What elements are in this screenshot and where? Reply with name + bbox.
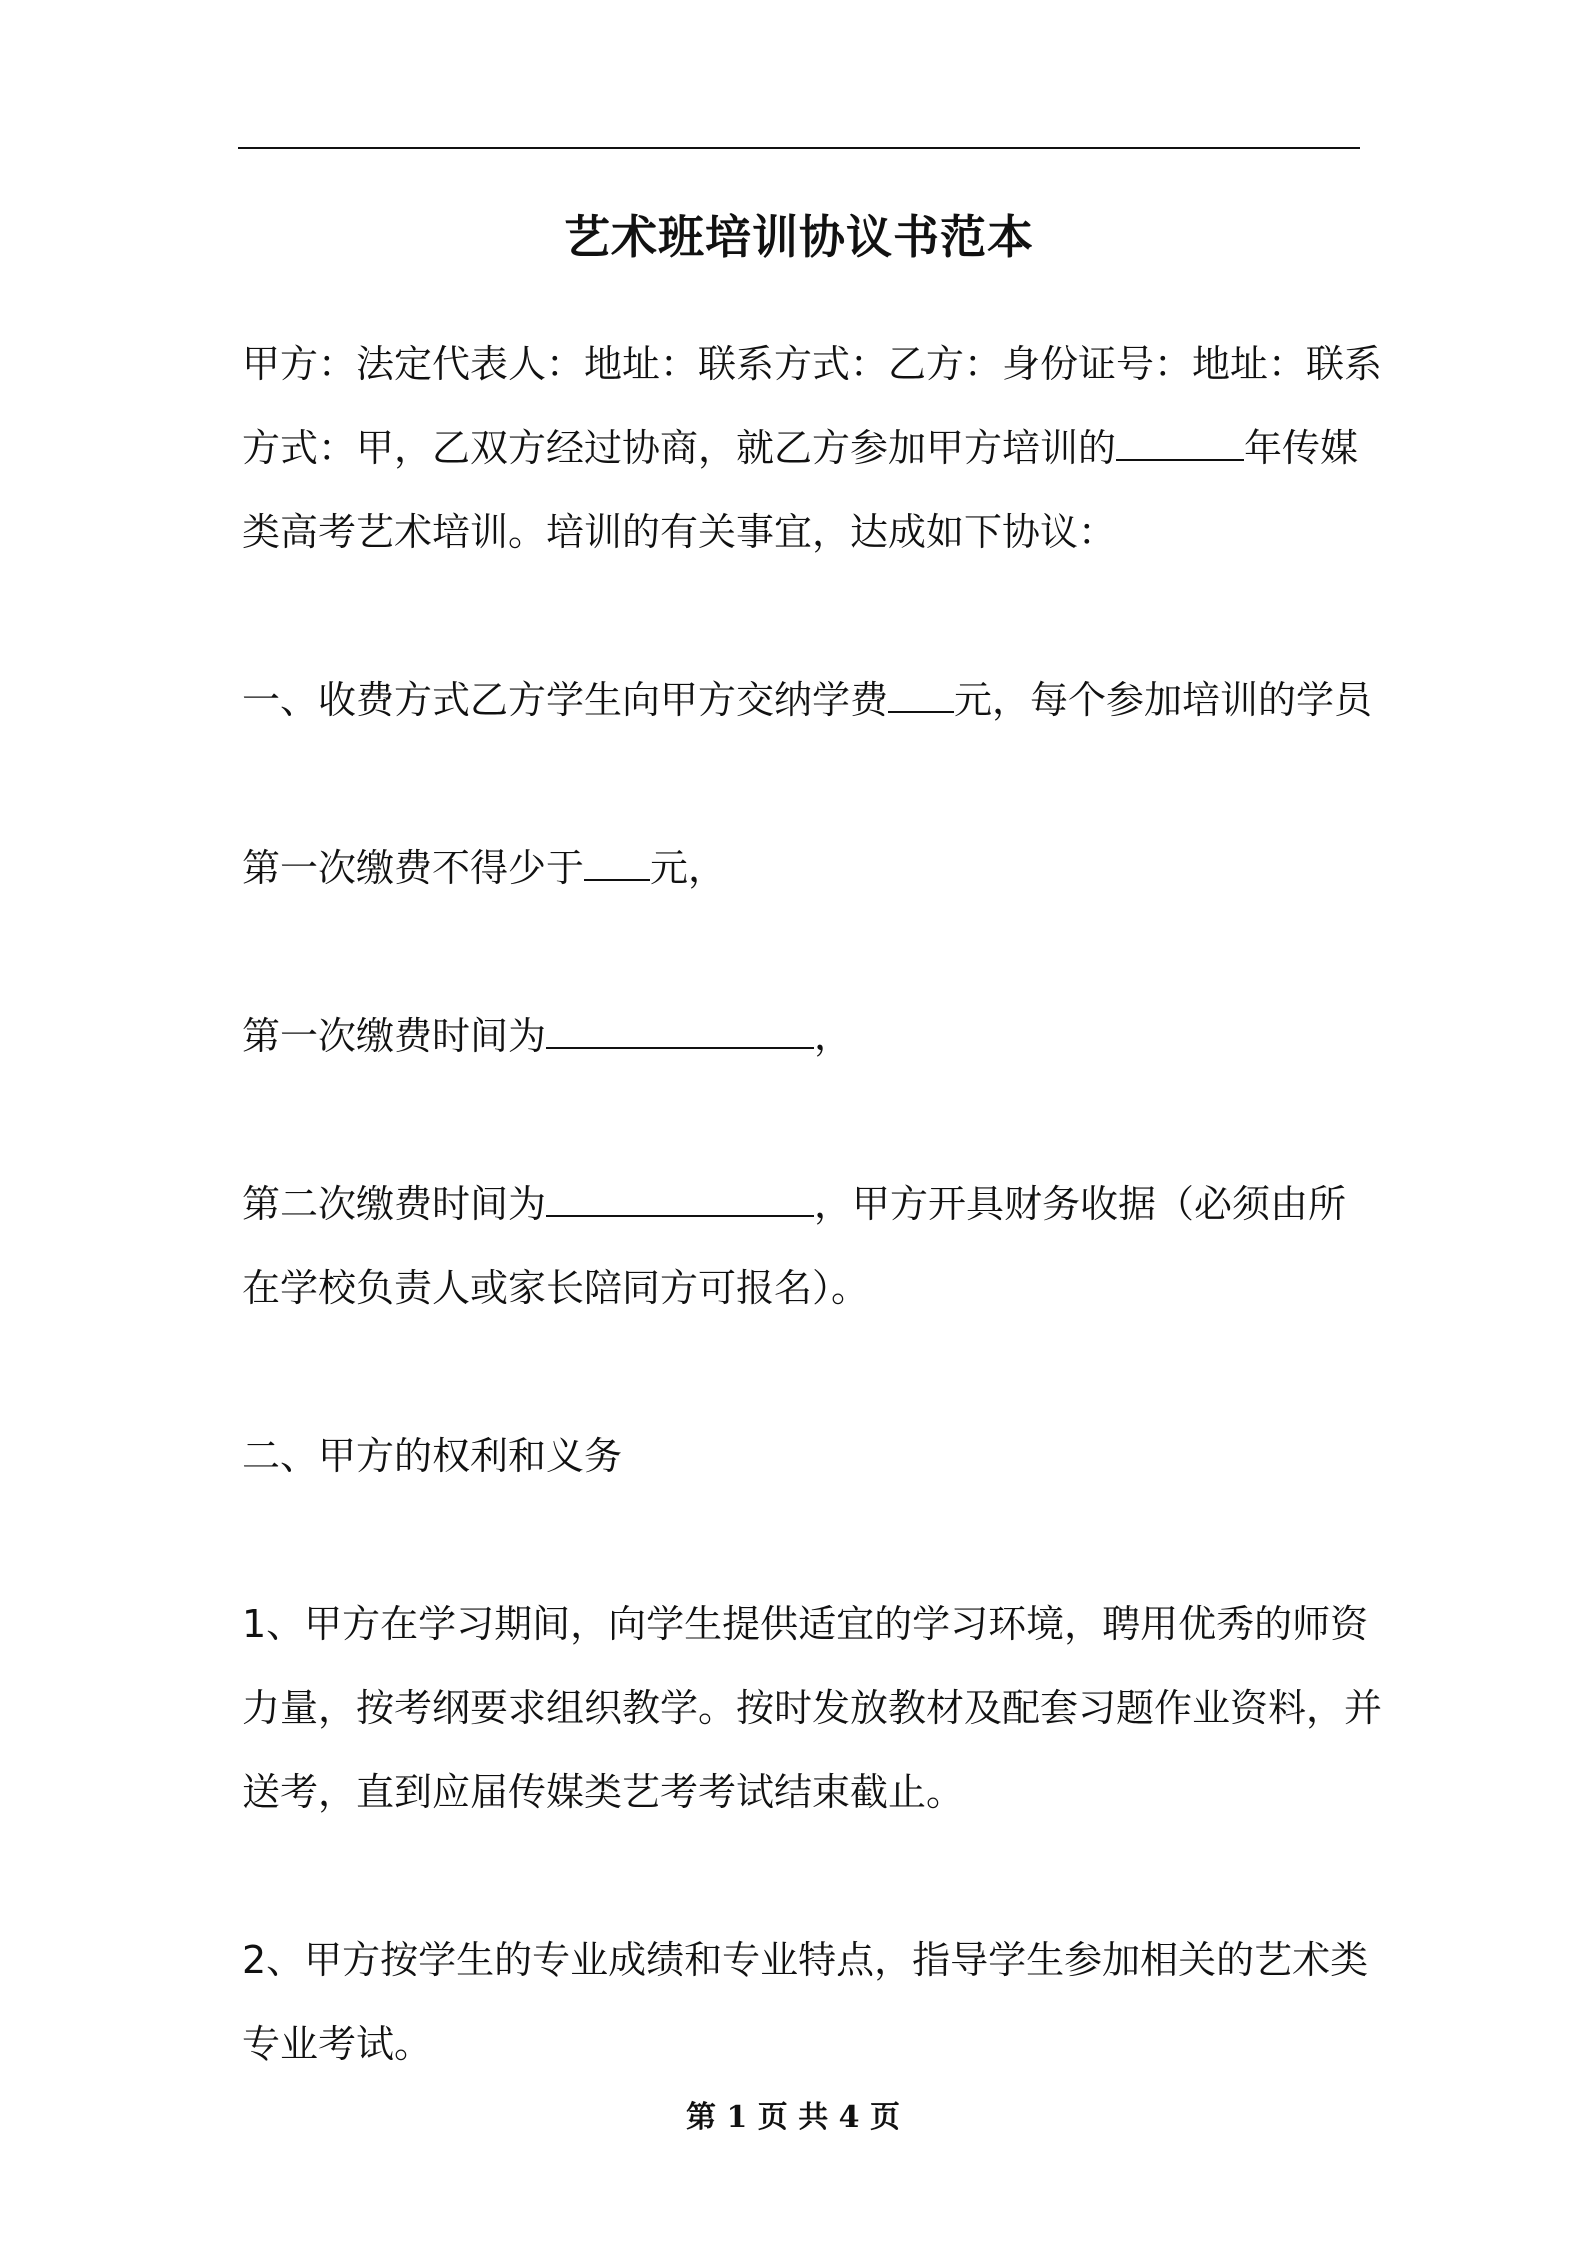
section-2-item-2-line-1: 2、甲方按学生的专业成绩和专业特点，指导学生参加相关的艺术类 <box>242 1938 1369 1982</box>
section-1-paragraph <box>242 658 1373 742</box>
second-payment-date-blank <box>546 1175 814 1217</box>
first-payment-minimum-line <box>242 826 1360 910</box>
section-1-line <box>242 658 1373 742</box>
section-2-item-1-line-2: 力量，按考纲要求组织教学。按时发放教材及配套习题作业资料，并 <box>242 1686 1383 1730</box>
section-1-text: 一、收费方式乙方学生向甲方交纳学费 <box>242 678 889 722</box>
first-payment-date-blank <box>546 1007 814 1049</box>
first-payment-date-end: ， <box>814 1014 853 1058</box>
intro-line-2-end: 年传媒 <box>1244 426 1359 470</box>
first-payment-minimum-end: 元， <box>650 846 727 890</box>
section-2-item-1-line-1: 1、甲方在学习期间，向学生提供适宜的学习环境，聘用优秀的师资 <box>242 1602 1369 1646</box>
section-2-heading-text: 二、甲方的权利和义务 <box>242 1434 623 1478</box>
section-2-item-2 <box>242 1918 1369 2086</box>
tuition-blank <box>888 671 954 713</box>
second-payment-date-end: ，甲方开具财务收据（必须由所 <box>814 1182 1347 1226</box>
first-payment-date-text: 第一次缴费时间为 <box>242 1014 547 1058</box>
second-payment-date-line <box>242 1162 1360 1246</box>
section-1-end: 元，每个参加培训的学员 <box>954 678 1373 722</box>
header-rule <box>238 147 1360 149</box>
first-payment-minimum-paragraph <box>242 826 1360 910</box>
intro-line-2-text: 方式：甲，乙双方经过协商，就乙方参加甲方培训的 <box>242 426 1117 470</box>
intro-paragraph <box>242 322 1383 574</box>
document-title: 艺术班培训协议书范本 <box>564 210 1034 264</box>
section-2-item-2-line-2: 专业考试。 <box>242 2022 433 2066</box>
section-2-item-1-line-3: 送考，直到应届传媒类艺考考试结束截止。 <box>242 1770 965 1814</box>
section-2-item-1 <box>242 1582 1383 1834</box>
intro-line-1: 甲方：法定代表人：地址：联系方式：乙方：身份证号：地址：联系 <box>242 342 1383 386</box>
year-blank <box>1116 419 1244 461</box>
page-number-footer: 第 1 页 共 4 页 <box>686 2100 900 2135</box>
first-payment-date-line <box>242 994 1360 1078</box>
intro-line-2 <box>242 406 1360 490</box>
first-payment-date-paragraph <box>242 994 1360 1078</box>
first-payment-minimum-text: 第一次缴费不得少于 <box>242 846 585 890</box>
second-payment-date-paragraph <box>242 1162 1360 1330</box>
section-2-heading <box>242 1414 1360 1498</box>
intro-line-3: 类高考艺术培训。培训的有关事宜，达成如下协议： <box>242 510 1117 554</box>
second-payment-date-text: 第二次缴费时间为 <box>242 1182 547 1226</box>
document-body <box>242 322 1383 2086</box>
minimum-amount-blank <box>584 839 650 881</box>
second-payment-date-line-2: 在学校负责人或家长陪同方可报名）。 <box>242 1266 870 1310</box>
